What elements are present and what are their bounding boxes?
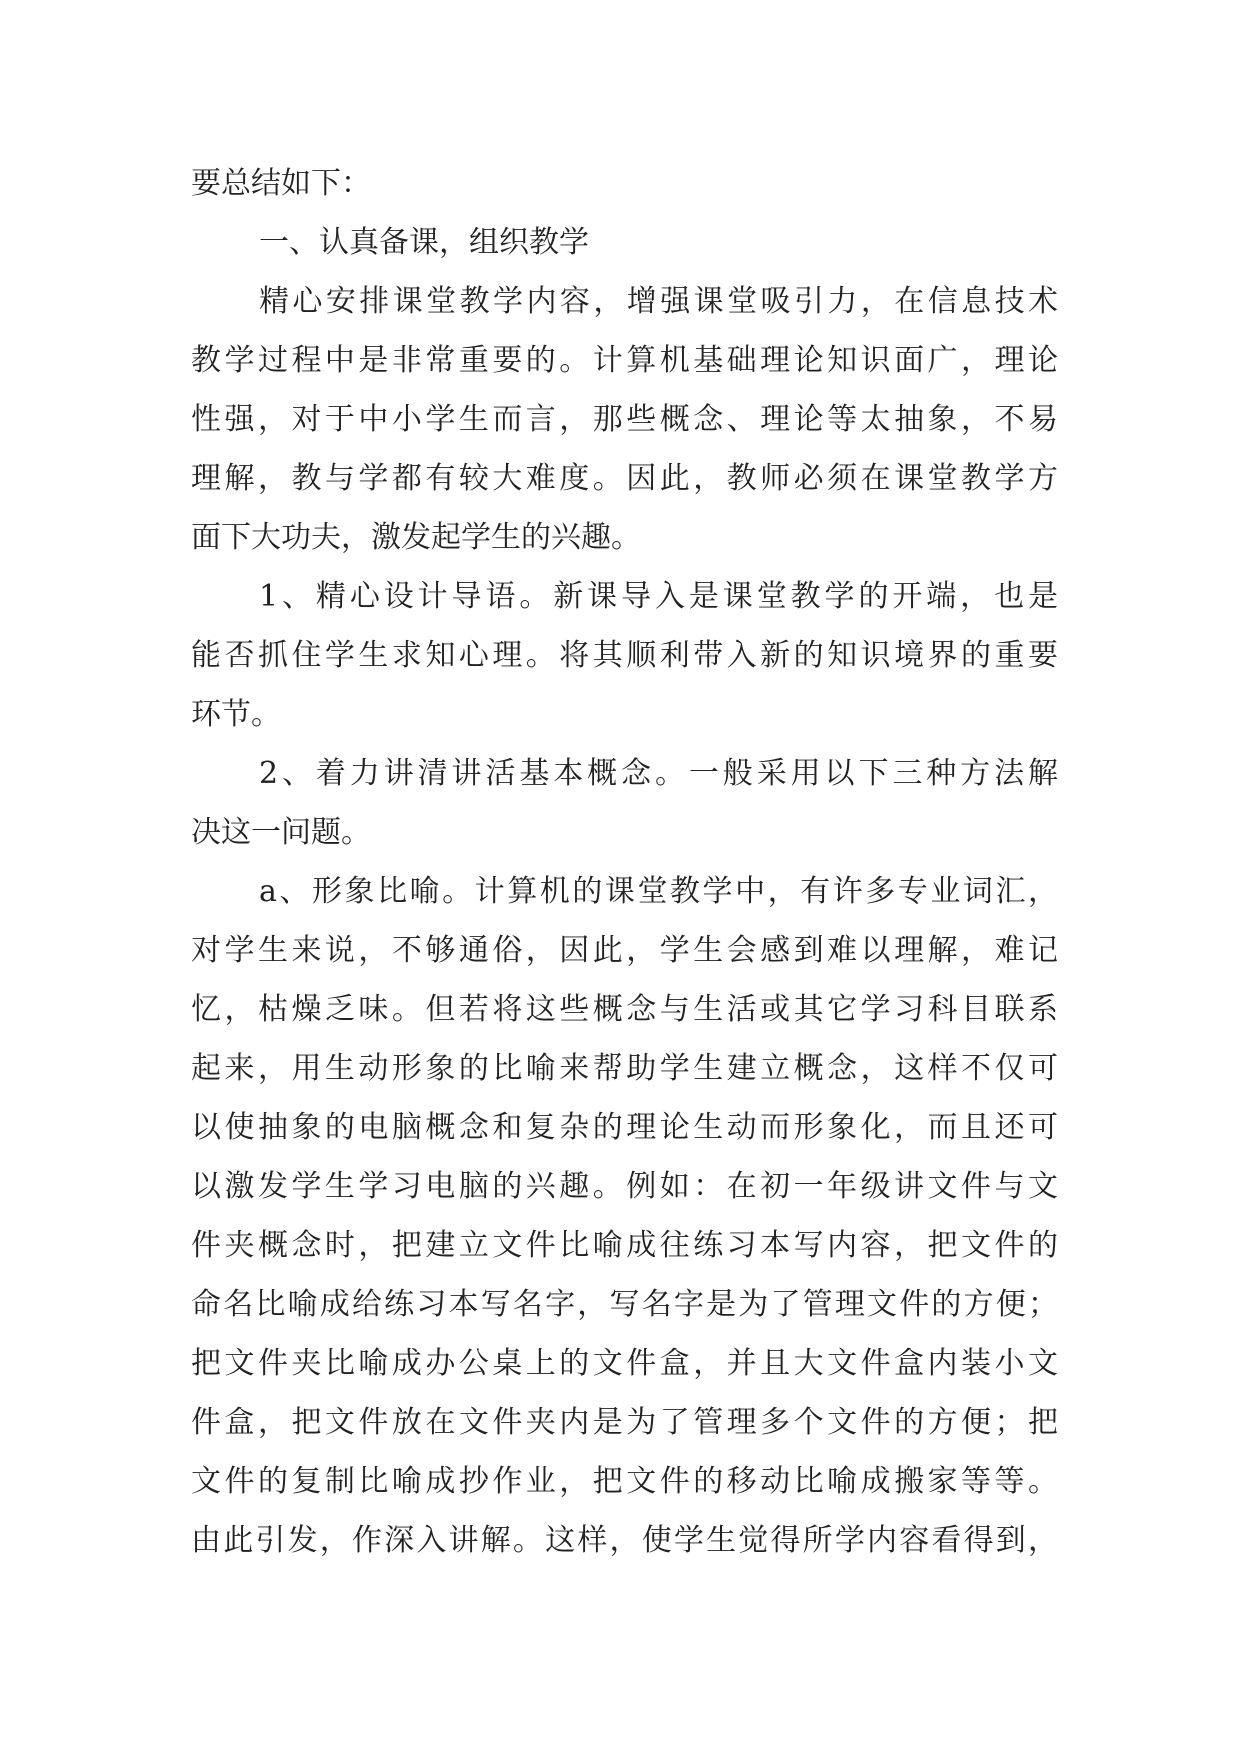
text-line: 对学生来说，不够通俗，因此，学生会感到难以理解，难记 [191,933,1058,968]
paragraph [191,272,1058,567]
text-line: 件盒，把文件放在文件夹内是为了管理多个文件的方便；把 [191,1405,1058,1440]
text-line: 决这一问题。 [191,815,371,850]
paragraph [191,862,1058,1570]
text-line: 2、着力讲清讲活基本概念。一般采用以下三种方法解 [259,756,1058,791]
paragraph [191,744,1058,862]
text-line: 把文件夹比喻成办公桌上的文件盒，并且大文件盒内装小文 [191,1346,1058,1381]
text-line: 命名比喻成给练习本写名字，写名字是为了管理文件的方便； [191,1287,1058,1322]
text-line: 面下大功夫，激发起学生的兴趣。 [191,520,641,555]
text-line: 由此引发，作深入讲解。这样，使学生觉得所学内容看得到， [191,1523,1058,1558]
heading-line: 一、认真备课，组织教学 [259,225,589,260]
section-heading [191,213,1058,272]
text-line: 性强，对于中小学生而言，那些概念、理论等太抽象，不易 [191,402,1058,437]
paragraph-continued [191,154,1058,213]
text-line: 以使抽象的电脑概念和复杂的理论生动而形象化，而且还可 [191,1110,1058,1145]
text-line: a、形象比喻。计算机的课堂教学中，有许多专业词汇， [259,874,1058,909]
paragraph [191,567,1058,744]
text-line: 件夹概念时，把建立文件比喻成往练习本写内容，把文件的 [191,1228,1058,1263]
text-line: 精心安排课堂教学内容，增强课堂吸引力，在信息技术 [259,284,1058,319]
text-line: 起来，用生动形象的比喻来帮助学生建立概念，这样不仅可 [191,1051,1058,1086]
text-line: 要总结如下： [191,166,371,201]
text-line: 忆，枯燥乏味。但若将这些概念与生活或其它学习科目联系 [191,992,1058,1027]
document-body [191,154,1058,1570]
text-line: 文件的复制比喻成抄作业，把文件的移动比喻成搬家等等。 [191,1464,1058,1499]
text-line: 以激发学生学习电脑的兴趣。例如：在初一年级讲文件与文 [191,1169,1058,1204]
text-line: 环节。 [191,697,281,732]
text-line: 教学过程中是非常重要的。计算机基础理论知识面广，理论 [191,343,1058,378]
text-line: 理解，教与学都有较大难度。因此，教师必须在课堂教学方 [191,461,1058,496]
text-line: 1、精心设计导语。新课导入是课堂教学的开端，也是 [259,579,1058,614]
text-line: 能否抓住学生求知心理。将其顺利带入新的知识境界的重要 [191,638,1058,673]
